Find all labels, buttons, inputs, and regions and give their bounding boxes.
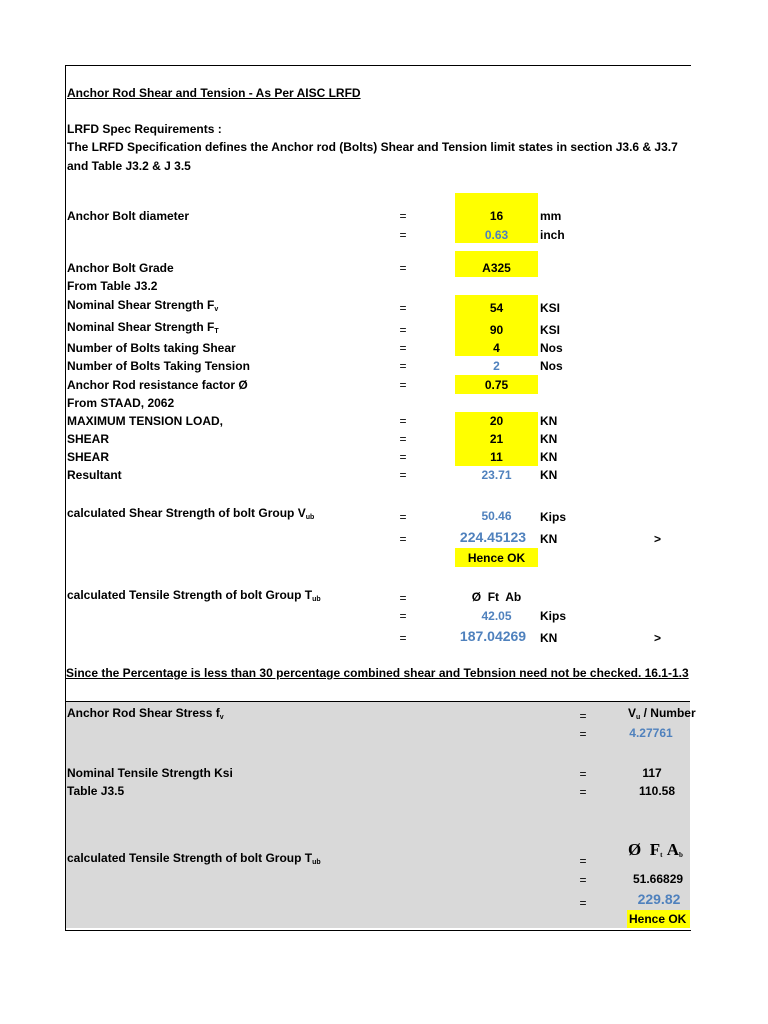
unit-bolts-tension: Nos — [540, 359, 563, 373]
page-title: Anchor Rod Shear and Tension - As Per AISC LRFD — [67, 86, 361, 100]
unit-diameter-inch: inch — [540, 228, 565, 242]
value-shear-1: 21 — [489, 432, 504, 446]
equals-sign: = — [579, 854, 587, 868]
equals-sign: = — [579, 896, 587, 910]
spec-line-2: and Table J3.2 & J 3.5 — [67, 159, 191, 173]
unit-diameter: mm — [540, 209, 562, 223]
equals-sign: = — [399, 591, 407, 605]
label-fv: Nominal Shear Strength $F_v$ — [67, 298, 219, 313]
unit-resultant: KN — [540, 468, 558, 482]
value-diameter: 16 — [489, 209, 504, 223]
equals-sign: = — [399, 323, 407, 337]
label-ft: Nominal Shear Strength $F_T$ — [67, 320, 219, 335]
label-shear-2: SHEAR — [67, 450, 110, 464]
value-vub-kn: 224.45123 — [459, 529, 527, 545]
status-vub: Hence OK — [467, 551, 526, 565]
value-table-j35: 110.58 — [638, 784, 676, 798]
value-grade: A325 — [482, 261, 511, 275]
value-tensile-group-kn: 229.82 — [637, 891, 681, 907]
value-diameter-inch: 0.63 — [484, 228, 509, 242]
equals-sign: = — [399, 261, 407, 275]
equals-sign: = — [399, 301, 407, 315]
equals-sign: = — [399, 341, 407, 355]
label-shear-1: SHEAR — [67, 432, 110, 446]
label-nominal-tensile: Nominal Tensile Strength Ksi — [67, 766, 233, 780]
value-ft: 90 — [489, 323, 504, 337]
value-shear-2: 11 — [490, 450, 503, 464]
unit-bolts-shear: Nos — [540, 341, 563, 355]
label-shear-stress: Anchor Rod Shear Stress $f_v$ — [67, 706, 224, 721]
label-bolts-tension: Number of Bolts Taking Tension — [67, 359, 250, 373]
formula-tub: Ø Ft Ab — [471, 590, 522, 604]
value-tub-kips: 42.05 — [481, 609, 512, 623]
label-resultant: Resultant — [67, 468, 122, 482]
unit-tub-kn: KN — [540, 631, 558, 645]
unit-tension-load: KN — [540, 414, 558, 428]
equals-sign: = — [399, 532, 407, 546]
value-tensile-group: 51.66829 — [633, 872, 684, 886]
greater-than-sign: > — [654, 631, 662, 645]
equals-sign: = — [399, 228, 407, 242]
value-phi: 0.75 — [484, 378, 509, 392]
equals-sign: = — [579, 767, 587, 781]
equals-sign: = — [579, 727, 587, 741]
unit-vub-kn: KN — [540, 532, 558, 546]
gray-content — [66, 702, 696, 928]
label-from-staad: From STAAD, 2062 — [67, 396, 175, 410]
equals-sign: = — [579, 873, 587, 887]
value-bolts-shear: 4 — [493, 341, 500, 355]
label-from-table: From Table J3.2 — [67, 279, 158, 293]
formula-shear-stress: $V_u$ / Number — [628, 706, 696, 721]
value-fv: 54 — [489, 301, 504, 315]
label-tension-load: MAXIMUM TENSION LOAD, — [67, 414, 223, 428]
equals-sign: = — [399, 414, 407, 428]
label-grade: Anchor Bolt Grade — [67, 261, 174, 275]
spec-heading: LRFD Spec Requirements : — [67, 122, 222, 136]
value-bolts-tension: 2 — [493, 359, 500, 373]
equals-sign: = — [399, 450, 407, 464]
value-tension-load: 20 — [489, 414, 504, 428]
equals-sign: = — [399, 631, 407, 645]
unit-tub-kips: Kips — [540, 609, 567, 623]
unit-shear-2: KN — [540, 450, 558, 464]
equals-sign: = — [399, 510, 407, 524]
label-tensile-group: calculated Tensile Strength of bolt Group $T_{ub}$ — [67, 851, 321, 866]
label-vub: calculated Shear Strength of bolt Group $V_{ub}$ — [67, 506, 315, 521]
equals-sign: = — [399, 432, 407, 446]
formula-tensile-group: Ø $F_t$ $A_b$ — [628, 840, 683, 859]
note-clip — [66, 666, 690, 680]
status-tensile-group: Hence OK — [629, 912, 687, 926]
equals-sign: = — [579, 785, 587, 799]
label-table-j35: Table J3.5 — [67, 784, 125, 798]
note-text: Since the Percentage is less than 30 percentage combined shear and Tebnsion need not be checked. 16.1-1.3 — [66, 666, 689, 680]
equals-sign: = — [399, 378, 407, 392]
value-vub-kips: 50.46 — [481, 509, 512, 523]
spec-line-1: The LRFD Specification defines the Anchor rod (Bolts) Shear and Tension limit states in section J3.6 & J3.7 — [67, 140, 678, 154]
equals-sign: = — [399, 359, 407, 373]
value-nominal-tensile: 117 — [642, 766, 662, 780]
unit-fv: KSI — [540, 301, 561, 315]
greater-than-sign: > — [654, 532, 662, 546]
label-tub: calculated Tensile Strength of bolt Group $T_{ub}$ — [67, 588, 321, 603]
unit-ft: KSI — [540, 323, 561, 337]
label-diameter: Anchor Bolt diameter — [67, 209, 190, 223]
unit-shear-1: KN — [540, 432, 558, 446]
equals-sign: = — [399, 209, 407, 223]
value-tub-kn: 187.04269 — [459, 628, 527, 644]
value-shear-stress: 4.27761 — [629, 726, 673, 740]
label-bolts-shear: Number of Bolts taking Shear — [67, 341, 236, 355]
value-resultant: 23.71 — [481, 468, 512, 482]
label-phi: Anchor Rod resistance factor Ø — [67, 378, 248, 392]
equals-sign: = — [399, 609, 407, 623]
equals-sign: = — [399, 468, 407, 482]
equals-sign: = — [579, 709, 587, 723]
unit-vub-kips: Kips — [540, 510, 567, 524]
